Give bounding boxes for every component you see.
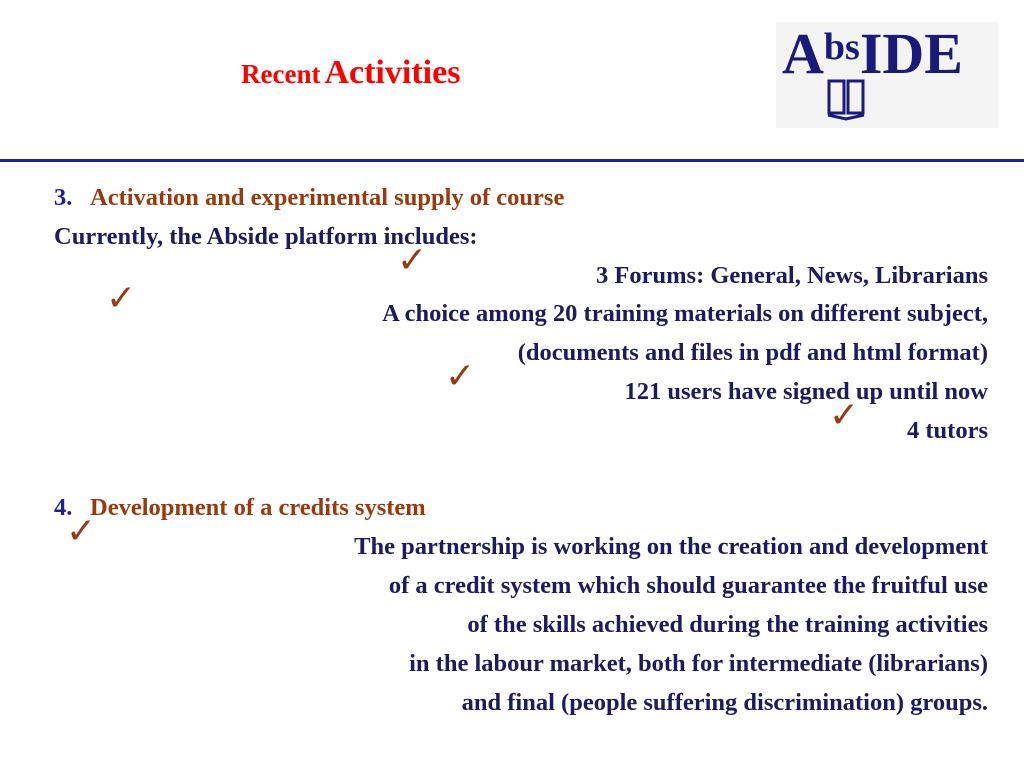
logo-text-s: s xyxy=(845,26,860,68)
list-item-forums: 3 Forums: General, News, Librarians xyxy=(596,262,988,289)
header-divider xyxy=(0,159,1024,162)
book-icon xyxy=(826,78,866,122)
list-item-users: 121 users have signed up until now xyxy=(624,378,988,405)
section4-number: 4. xyxy=(54,494,73,521)
check-icon: ✓ xyxy=(66,511,97,552)
logo-text-b: b xyxy=(823,26,846,68)
slide-title xyxy=(241,56,460,90)
logo-text xyxy=(782,21,963,86)
section4-line-2: of a credit system which should guarantee the fruitful use xyxy=(388,572,988,599)
check-icon: ✓ xyxy=(106,278,137,319)
abside-logo xyxy=(776,22,998,128)
section4-heading: Development of a credits system xyxy=(90,494,426,521)
list-item-materials-cont: (documents and files in pdf and html format) xyxy=(517,339,988,366)
section4-line-5: and final (people suffering discrimination) groups. xyxy=(461,689,988,716)
section3-heading: Activation and experimental supply of course xyxy=(90,184,565,211)
check-icon: ✓ xyxy=(829,395,860,436)
list-item-materials: A choice among 20 training materials on different subject, xyxy=(382,300,988,327)
slide-title-large: Activities xyxy=(324,54,461,91)
check-icon: ✓ xyxy=(445,356,476,397)
section4-line-4: in the labour market, both for intermediate (librarians) xyxy=(409,650,988,677)
section3-number: 3. xyxy=(54,184,73,211)
slide-title-small: Recent xyxy=(241,59,321,89)
list-item-tutors: 4 tutors xyxy=(907,417,988,444)
section3-intro: Currently, the Abside platform includes: xyxy=(54,223,478,250)
check-icon: ✓ xyxy=(397,240,428,281)
logo-text-a: A xyxy=(782,21,824,86)
section4-line-1: The partnership is working on the creation and development xyxy=(354,533,988,560)
logo-text-ide: IDE xyxy=(859,21,963,86)
section4-line-3: of the skills achieved during the training activities xyxy=(467,611,988,638)
